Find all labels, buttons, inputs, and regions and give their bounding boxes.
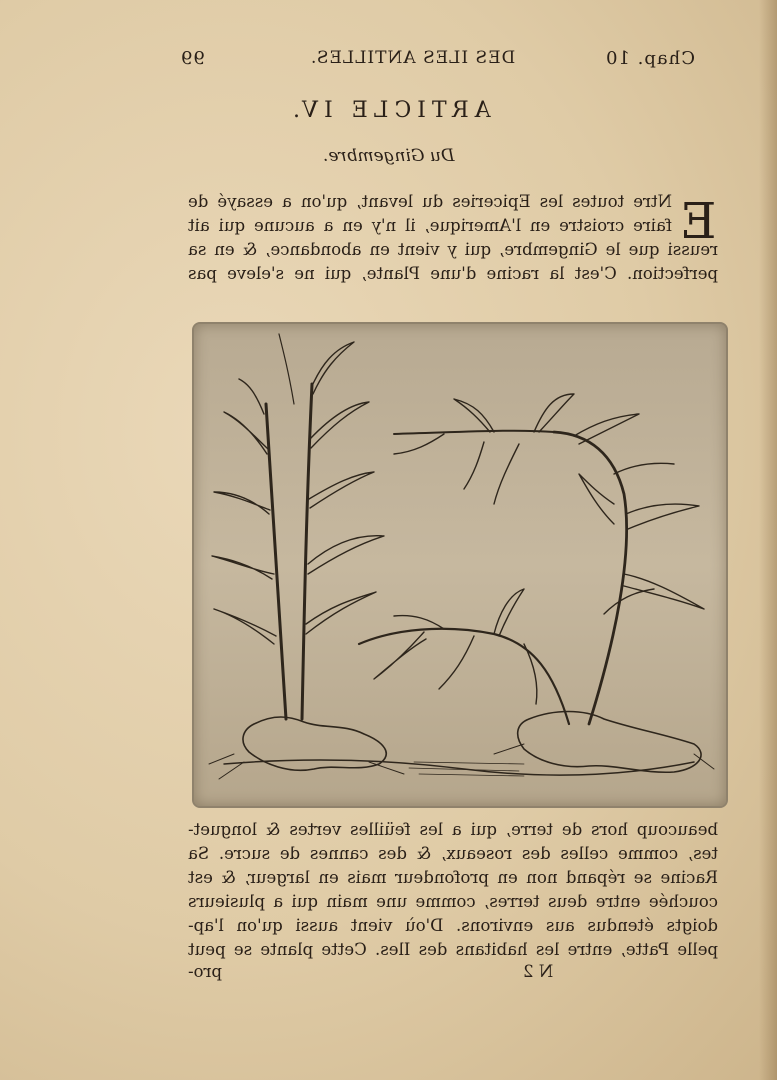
page-footer: [188, 962, 718, 986]
text-line: beaucoup hors de terre, qui a les feüilles vertes & longuet-: [188, 820, 718, 839]
page-number: 99: [180, 48, 205, 69]
text-line: doigts étendus aus environs. D'où vient aussi qu'on l'ap-: [188, 916, 718, 935]
paragraph-bottom: [188, 818, 718, 962]
running-title: DES ILES ANTILLES.: [310, 48, 516, 68]
article-heading: [0, 98, 777, 123]
section-heading: [0, 146, 777, 166]
section-title: Du Gingembre.: [322, 146, 455, 166]
text-line: Ntre toutes les Epiceries du levant, qu'on a essayé de: [188, 192, 672, 211]
text-line: tes, comme celles des roseaux, & des cannes de sucre. Sa: [188, 844, 718, 863]
text-line: reussi que le Gingembre, qui y vient en abondance, & en sa: [188, 240, 718, 259]
engraving-plate: [192, 322, 728, 808]
signature-mark: N 2: [523, 962, 554, 981]
catchword: pro-: [188, 962, 222, 981]
article-title: ARTICLE IV.: [286, 98, 491, 123]
ginger-plant-illustration: [194, 324, 726, 806]
text-line: faire croistre en l'Amerique, il n'y en a aucune qui ait: [188, 216, 672, 235]
text-line: Racine se répand non en profondeur mais en largeur, & est: [188, 868, 718, 887]
chapter-label: Chap. 10: [605, 48, 695, 69]
text-line: couchée entre deus terres, comme une main qui a plusieurs: [188, 892, 718, 911]
text-line: perfection. C'est la racine d'une Plante, qui ne s'eleve pas: [188, 264, 718, 283]
text-line: pelle Patte, entre les habitans des Iles. Cette plante se peut: [188, 940, 718, 959]
drop-cap: E: [680, 192, 717, 250]
running-head: [180, 48, 710, 78]
paragraph-top: [188, 190, 718, 286]
